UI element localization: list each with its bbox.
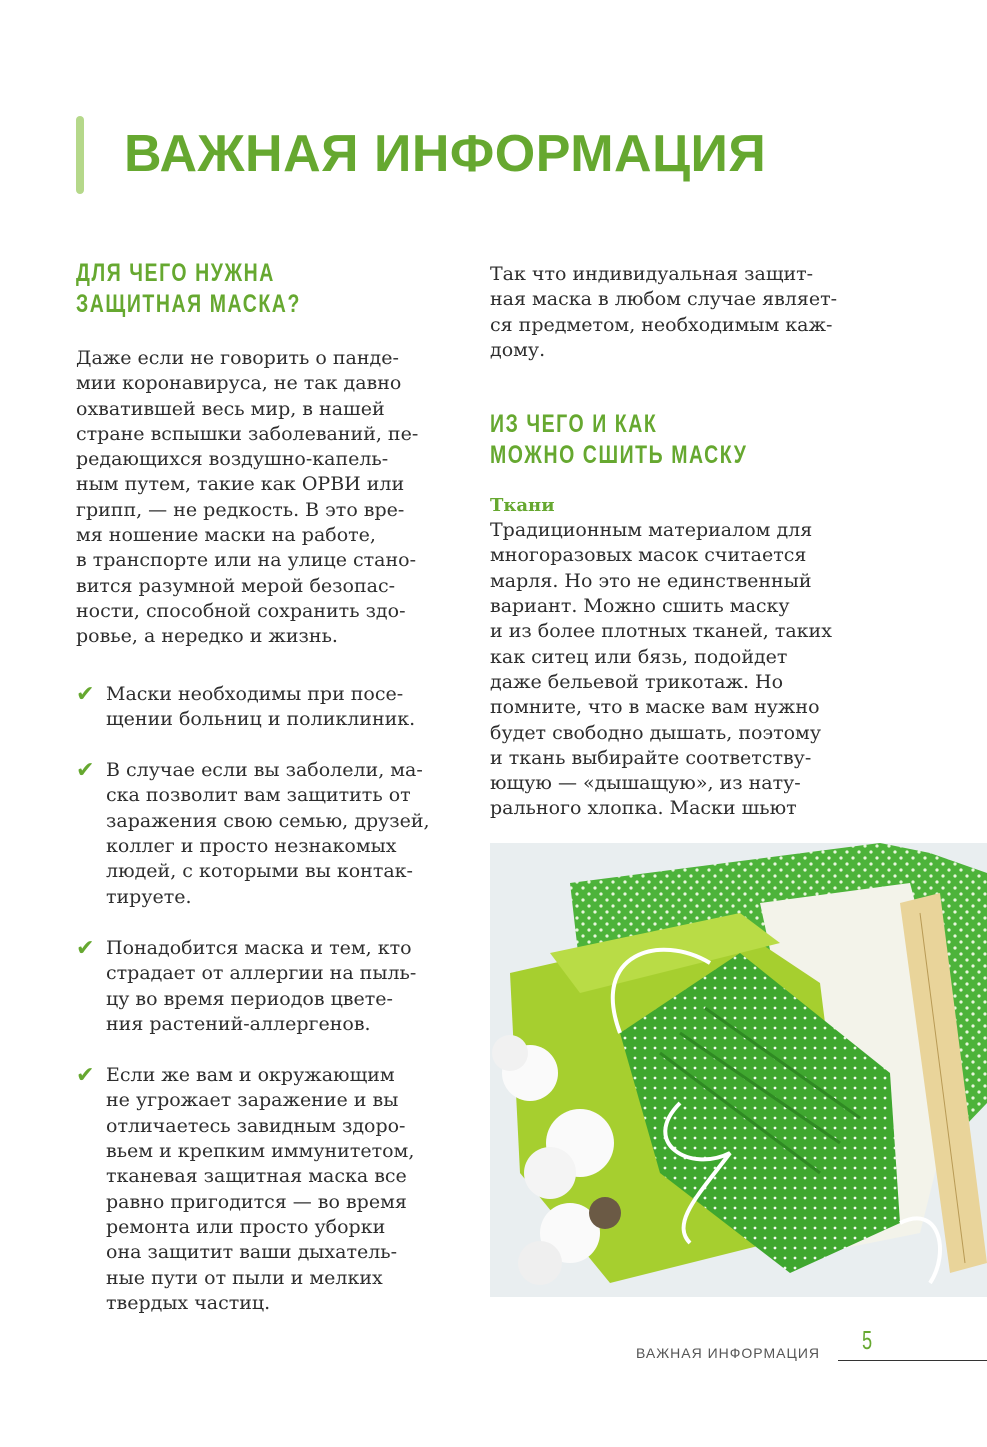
check-icon: ✔	[76, 1063, 95, 1089]
check-icon: ✔	[76, 935, 95, 961]
right-column	[490, 262, 890, 822]
bullet-list	[76, 682, 461, 1317]
bullet-text: Понадобится маска и тем, кто страдает от аллергии на пыль- цу во время периодов цвете- ния растений-аллергенов.	[106, 936, 417, 1035]
footer-section-label: ВАЖНАЯ ИНФОРМАЦИЯ	[636, 1345, 821, 1361]
intro-paragraph: Даже если не говорить о панде- мии коронавируса, не так давно охватившей весь мир, в нашей стране вспышки заболеваний, пе- редающихся воздушно-капель- ным путем, такие как ОРВИ или грипп, — не редкость. В это вре- мя ношение маски на работе, в транспорте или на улице стано- вится разумной мерой безопас- ности, способной сохранить здо- ровье, а нередко и жизнь.	[76, 347, 419, 648]
page-number: 5	[862, 1325, 873, 1355]
list-item	[76, 1063, 461, 1316]
fabric-mask-photo	[490, 843, 987, 1297]
check-icon: ✔	[76, 681, 95, 707]
list-item	[76, 682, 461, 733]
bullet-text: Маски необходимы при посе- щении больниц и поликлиник.	[106, 682, 416, 730]
check-icon: ✔	[76, 758, 95, 784]
section-heading-purpose: ДЛЯ ЧЕГО НУЖНА ЗАЩИТНАЯ МАСКА?	[76, 259, 301, 318]
page-title: ВАЖНАЯ ИНФОРМАЦИЯ	[124, 125, 767, 183]
footer-rule	[838, 1360, 987, 1361]
subheading-fabrics: Ткани	[490, 495, 555, 517]
bullet-text: Если же вам и окружающим не угрожает заражение и вы отличаетесь завидным здоро- вьем и крепким иммунитетом, тканевая защитная маска все равно пригодится — во время ремонта или просто уборки она защитит ваши дыхатель- ные пути от пыли и мелких твердых частиц.	[106, 1064, 415, 1314]
list-item	[76, 758, 461, 910]
section-heading-materials: ИЗ ЧЕГО И КАК МОЖНО СШИТЬ МАСКУ	[490, 410, 748, 470]
list-item	[76, 936, 461, 1037]
continuation-paragraph: Так что индивидуальная защит- ная маска в любом случае являет- ся предметом, необходимым каж- дому.	[490, 263, 838, 361]
title-accent-bar	[76, 116, 84, 194]
bullet-text: В случае если вы заболели, ма- ска позволит вам защитить от заражения свою семью, друзей, коллег и просто незнакомых людей, с которыми вы контак- тируете.	[106, 759, 430, 908]
fabrics-paragraph: Традиционным материалом для многоразовых масок считается марля. Но это не единственный вариант. Можно сшить маску и из более плотных тканей, таких как ситец или бязь, подойдет даже бельевой трикотаж. Но помните, что в маске вам нужно будет свободно дышать, поэтому и ткань выбирайте соответству- ющую — «дышащую», из нату- рального хлопка. Маски шьют	[490, 519, 832, 820]
left-column	[76, 258, 461, 1342]
